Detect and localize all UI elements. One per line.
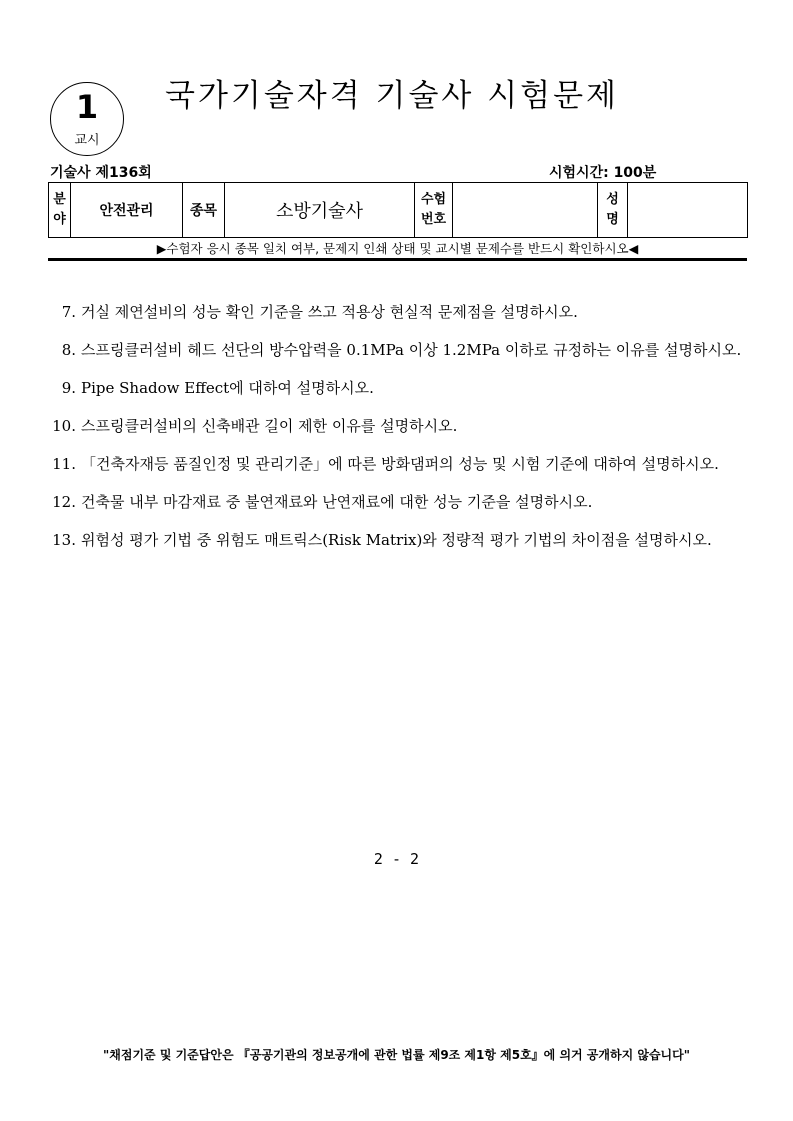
period-label: 교시	[74, 133, 100, 148]
exam-round: 기술사 제136회	[50, 165, 152, 181]
period-badge	[50, 82, 124, 156]
question-number: 11.	[52, 455, 76, 473]
question-text: 스프링클러설비의 신축배관 길이 제한 이유를 설명하시오.	[81, 417, 458, 435]
name-label: 성 명	[598, 183, 628, 238]
field-value: 안전관리	[71, 183, 183, 238]
question-number: 9.	[61, 379, 76, 397]
question-text: 「건축자재등 품질인정 및 관리기준」에 따른 방화댐퍼의 성능 및 시험 기준에 대하여 설명하시오.	[81, 455, 719, 473]
exam-info-table	[48, 182, 748, 238]
question-text: 거실 제연설비의 성능 확인 기준을 쓰고 적용상 현실적 문제점을 설명하시오.	[81, 303, 578, 321]
type-label: 종목	[183, 183, 225, 238]
question-text: Pipe Shadow Effect에 대하여 설명하시오.	[81, 379, 374, 397]
question-item	[46, 334, 752, 367]
period-number: 1	[75, 88, 99, 126]
header-divider	[48, 258, 747, 261]
question-text: 건축물 내부 마감재료 중 불연재료와 난연재료에 대한 성능 기준을 설명하시오.	[81, 493, 593, 511]
question-item	[46, 524, 752, 557]
question-item	[46, 410, 752, 443]
notice-text: ▶수험자 응시 종목 일치 여부, 문제지 인쇄 상태 및 교시별 문제수를 반드시 확인하시오◀	[156, 241, 639, 256]
question-number: 7.	[61, 303, 76, 321]
question-number: 12.	[52, 493, 76, 511]
question-item	[46, 448, 752, 481]
footer-disclaimer: "채점기준 및 기준답안은 『공공기관의 정보공개에 관한 법률 제9조 제1항 제5호』에 의거 공개하지 않습니다"	[103, 1048, 690, 1062]
question-text: 스프링클러설비 헤드 선단의 방수압력을 0.1MPa 이상 1.2MPa 이하로 규정하는 이유를 설명하시오.	[81, 341, 742, 359]
exam-number-field[interactable]	[453, 183, 598, 238]
question-text: 위험성 평가 기법 중 위험도 매트릭스(Risk Matrix)와 정량적 평가 기법의 차이점을 설명하시오.	[81, 531, 712, 549]
question-number: 8.	[61, 341, 76, 359]
name-field[interactable]	[628, 183, 748, 238]
page-number: 2 - 2	[373, 850, 420, 868]
question-item	[46, 296, 752, 329]
question-number: 13.	[52, 531, 76, 549]
question-item	[46, 486, 752, 519]
type-value: 소방기술사	[225, 183, 415, 238]
question-item	[46, 372, 752, 405]
exam-time: 시험시간: 100분	[549, 165, 657, 181]
question-number: 10.	[52, 417, 76, 435]
page-title: 국가기술자격 기술사 시험문제	[165, 78, 620, 114]
exam-number-label: 수험 번호	[415, 183, 453, 238]
question-list	[46, 296, 752, 562]
field-label: 분 야	[49, 183, 71, 238]
